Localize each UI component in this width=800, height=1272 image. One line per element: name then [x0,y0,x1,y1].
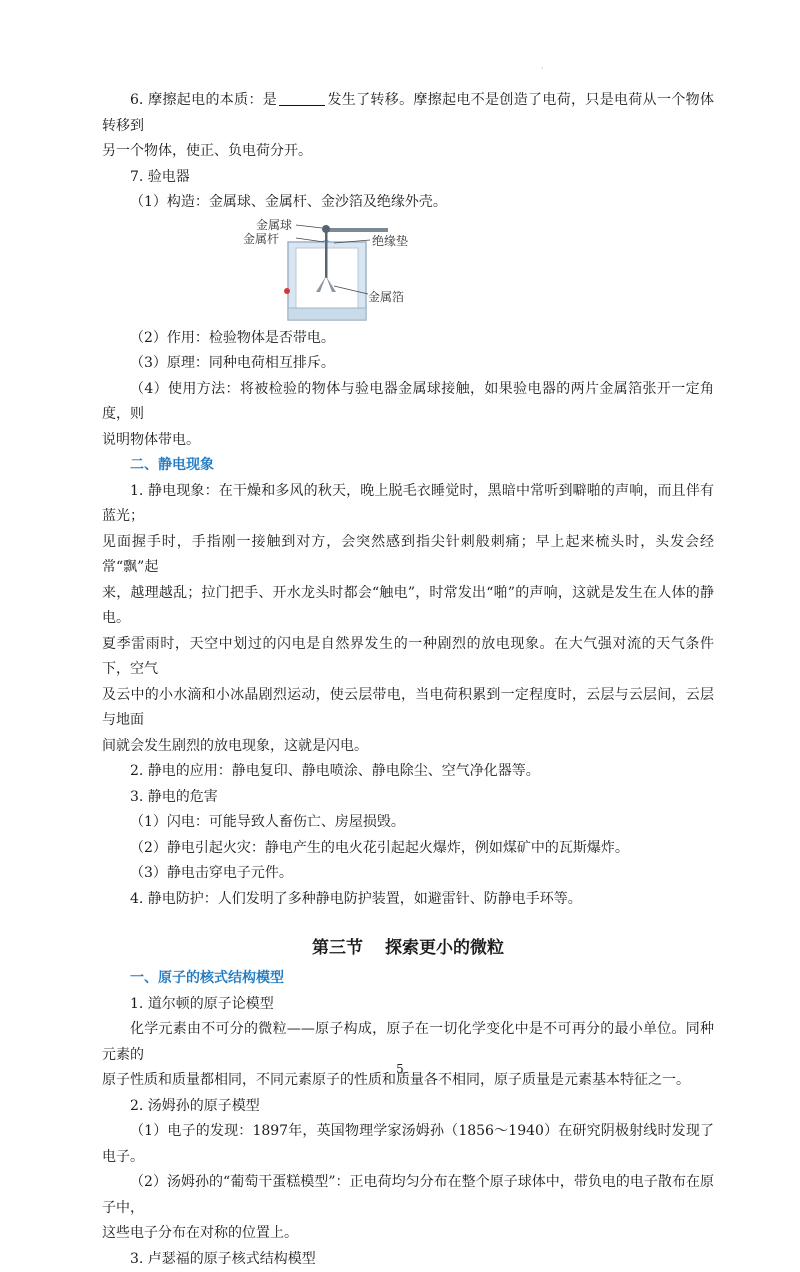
thomson-heading: 2. 汤姆孙的原子模型 [102,1094,714,1120]
static-1-line-2: 见面握手时，手指刚一接触到对方，会突然感到指尖针刺般刺痛；早上起来梳头时，头发会经常“飘”起 [102,530,714,581]
section-number: 第三节 [312,938,363,958]
static-3-2: （2）静电引起火灾：静电产生的电火花引起起火爆炸，例如煤矿中的瓦斯爆炸。 [102,836,714,862]
static-1-line-4: 夏季雷雨时，天空中划过的闪电是自然界发生的一种剧烈的放电现象。在大气强对流的天气条件下，空气 [102,632,714,683]
rutherford-heading: 3. 卢瑟福的原子核式结构模型 [102,1247,714,1272]
static-1-line-5: 及云中的小水滴和小冰晶剧烈运动，使云层带电，当电荷积累到一定程度时，云层与云层间，云层与地面 [102,683,714,734]
item-7-heading: 7. 验电器 [102,165,714,191]
static-3-3: （3）静电击穿电子元件。 [102,861,714,887]
thomson-2-line-2: 这些电子分布在对称的位置上。 [102,1221,714,1247]
label-metal-rod: 金属杆 [243,230,279,247]
thomson-2-line-1: （2）汤姆孙的“葡萄干蛋糕模型”：正电荷均匀分布在整个原子球体中，带负电的电子散布在原子中， [102,1170,714,1221]
heading-static-electricity: 二、静电现象 [102,453,714,479]
paragraph-6-end: 发生了转移。摩擦起电不是创造了电荷，只是电荷从一个物体转移到 [102,92,714,134]
dalton-line-2: 原子性质和质量都相同，不同元素原子的性质和质量各不相同，原子质量是元素基本特征之一。 [102,1068,714,1094]
static-4: 4. 静电防护：人们发明了多种静电防护装置，如避雷针、防静电手环等。 [102,887,714,913]
metal-rod [325,232,328,278]
static-1-line-6: 间就会发生剧烈的放电现象，这就是闪电。 [102,734,714,760]
answer-blank[interactable] [279,92,325,106]
metal-ball [322,225,330,233]
section-title [102,934,714,962]
leader-ball [296,225,322,228]
static-3-1: （1）闪电：可能导致人畜伤亡、房屋损毁。 [102,810,714,836]
thomson-1: （1）电子的发现：1897年，英国物理学家汤姆孙（1856～1940）在研究阴极射线时发现了电子。 [102,1119,714,1170]
label-metal-foil: 金属箔 [368,288,404,305]
static-3: 3. 静电的危害 [102,785,714,811]
paragraph-6-start: 6. 摩擦起电的本质：是 [130,92,277,108]
page-number: 5 [0,1062,800,1076]
item-7-2: （2）作用：检验物体是否带电。 [102,326,714,352]
item-7-3: （3）原理：同种电荷相互排斥。 [102,351,714,377]
static-2: 2. 静电的应用：静电复印、静电喷涂、静电除尘、空气净化器等。 [102,759,714,785]
electroscope-figure [102,216,714,326]
corner-mark: · [541,64,544,74]
page-content [102,88,714,1272]
static-1-line-3: 来，越理越乱；拉门把手、开水龙头时都会“触电”，时常发出“啪”的声响，这就是发生在人体的静电。 [102,581,714,632]
item-7-1: （1）构造：金属球、金属杆、金沙箔及绝缘外壳。 [102,190,714,216]
dalton-line-1: 化学元素由不可分的微粒——原子构成，原子在一切化学变化中是不可再分的最小单位。同种元素的 [102,1017,714,1068]
static-1-line-1: 1. 静电现象：在干燥和多风的秋天，晚上脱毛衣睡觉时，黑暗中常听到噼啪的声响，而且伴有蓝光； [102,479,714,530]
label-insulating-pad: 绝缘垫 [372,232,408,249]
paragraph-6-cont: 另一个物体，使正、负电荷分开。 [102,139,714,165]
label-metal-ball: 金属球 [256,216,292,233]
dalton-heading: 1. 道尔顿的原子论模型 [102,992,714,1018]
heading-atom-model: 一、原子的核式结构模型 [102,966,714,992]
case-base [288,308,366,320]
side-knob [284,288,290,294]
section-name: 探索更小的微粒 [385,938,504,958]
item-7-4: （4）使用方法：将被检验的物体与验电器金属球接触，如果验电器的两片金属箔张开一定角度，则 [102,377,714,428]
paragraph-6 [102,88,714,139]
item-7-4-cont: 说明物体带电。 [102,428,714,454]
